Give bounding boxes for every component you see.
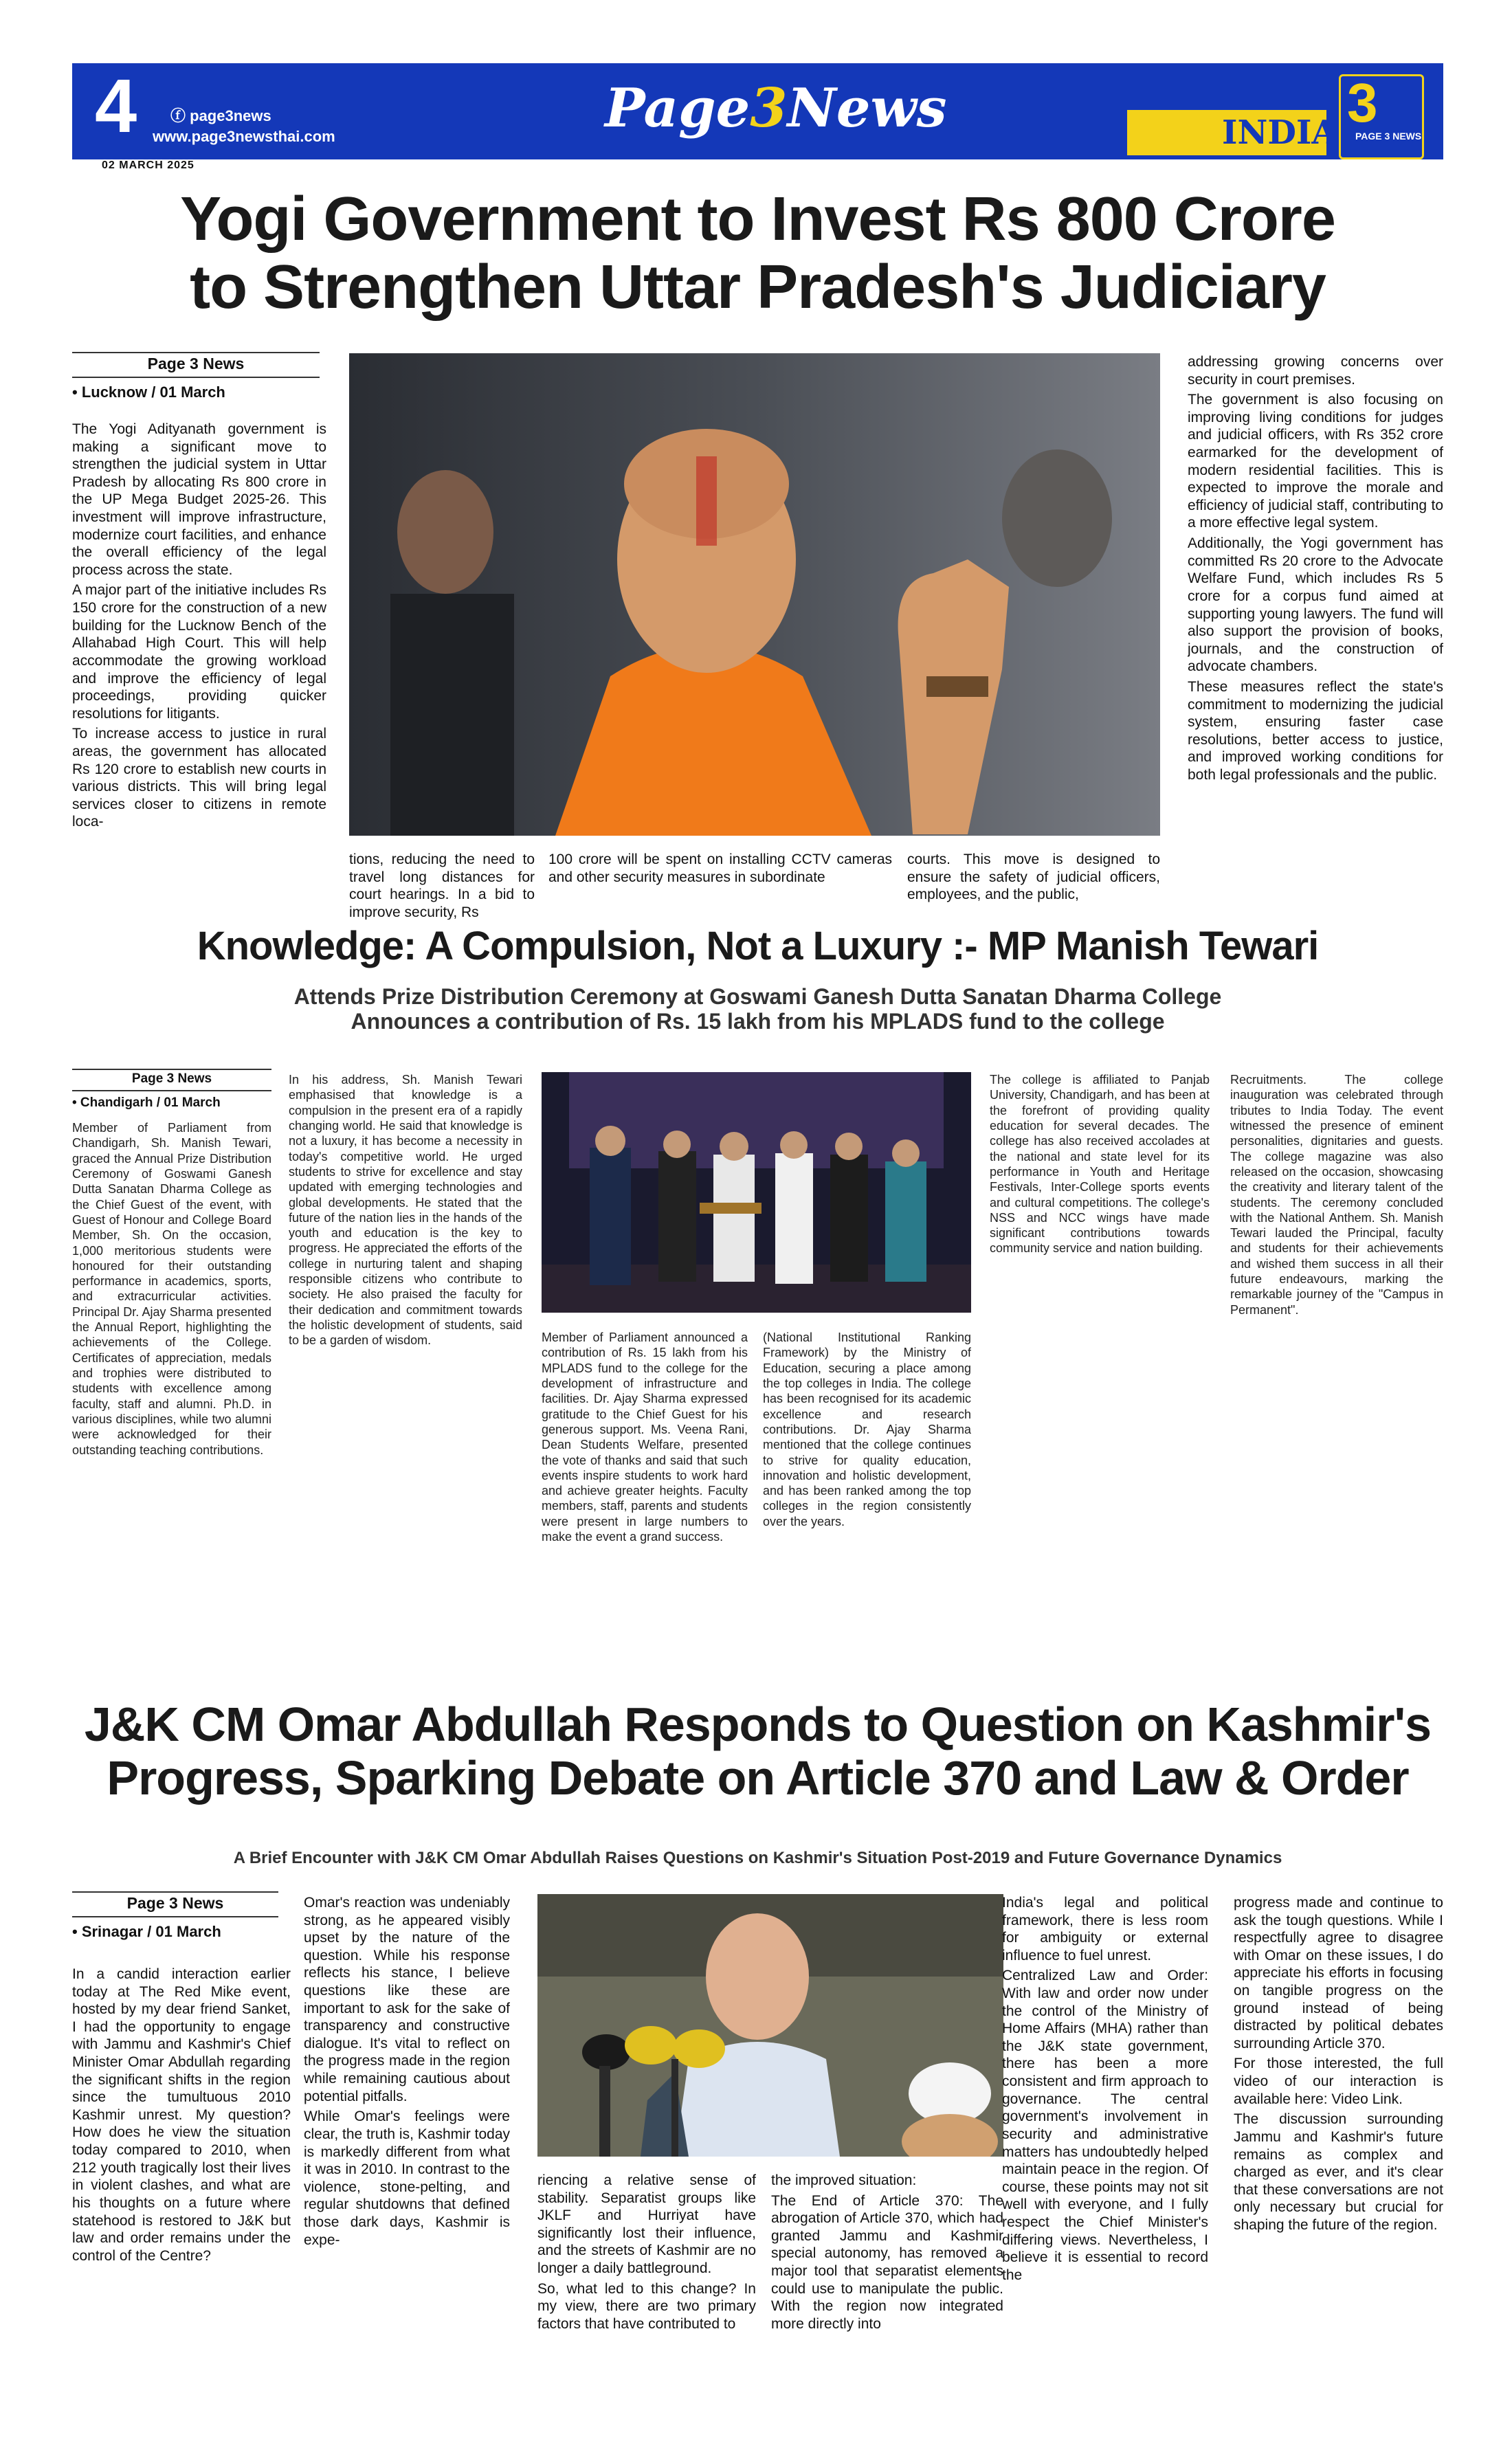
logo-number: 3 (1347, 72, 1378, 133)
issue-date: 02 MARCH 2025 (102, 159, 194, 171)
byline-rule (72, 377, 320, 378)
article2-subheadline-2: Announces a contribution of Rs. 15 lakh from his MPLADS fund to the college (351, 1009, 1165, 1034)
article1-source: Page 3 News (147, 355, 245, 372)
page-number: 4 (95, 64, 137, 148)
article1-column-1: The Yogi Adityanath government is making a significant move to strengthen the judicial system in Uttar Pradesh by allocating Rs 800 crore in the UP Mega Budget 2025-26. This investment will improve infrastructure, modernize court facilities, and enhance the overall efficiency of the legal process across the state. A major part of the initiative includes Rs 150 crore for the construction of a new building for the Lucknow Bench of the Allahabad High Court. This will help accommodate the growing workload and improve the efficiency of legal proceedings, providing quicker resolutions for litigants. To increase access to justice in rural areas, the government has allocated Rs 120 crore to establish new courts in various districts. This will bring legal services closer to citizens in remote loca- (72, 421, 326, 830)
article2-column-2: In his address, Sh. Manish Tewari emphasised that knowledge is a compulsion in the present era of a rapidly changing world. He said that knowledge is not a luxury, it has become a necessity in today's competitive world. He urged students to strive for excellence and stay updated with emerging technologies and global developments. He stated that the future of the nation lies in the hands of the youth and education is the key to progress. He appreciated the efforts of the college in nurturing talent and shaping responsible citizens who contribute to society. He also praised the faculty for their dedication and commitment towards the holistic development of students, said to be a garden of wisdom. (289, 1073, 522, 1348)
prize-ceremony-photo (542, 1072, 971, 1313)
article2-column-1: Member of Parliament from Chandigarh, Sh. Manish Tewari, graced the Annual Prize Distribution Ceremony of Goswami Ganesh Dutta Sanatan Dharma College as the Chief Guest of the event, with Guest of Honour and College Board Member, Sh. On the occasion, 1,000 meritorious students were honoured for their outstanding performance in academics, sports, and extracurricular activities. Principal Dr. Ajay Sharma presented the Annual Report, highlighting the achievements of the College. Certificates of appreciation, medals and trophies were distributed to students with excellence among faculty, staff and alumni. Ph.D. in various disciplines, while two alumni were acknowledged for their outstanding teaching contributions. (72, 1121, 271, 1457)
social-handle: ⓕ page3news (170, 107, 271, 124)
article3-source: Page 3 News (126, 1894, 224, 1912)
social-icon: ⓕ (170, 107, 190, 124)
article1-dateline: • Lucknow / 01 March (72, 383, 225, 401)
article3-column-2: Omar's reaction was undeniably strong, as he appeared visibly upset by the nature of the question. While his response reflects his stance, I believe questions like these are important to ask for the sake of transparency and constructive dialogue. It's vital to reflect on the progress made in the region while remaining cautious about potential pitfalls. While Omar's feelings were clear, the truth is, Kashmir today is markedly different from what it was in 2010. In contrast to the violence, stone-pelting, and regular shutdowns that defined those dark days, Kashmir is expe- (304, 1895, 510, 2248)
article3-column-1: In a candid interaction earlier today at The Red Mike event, hosted by my dear friend Sanket, I had the opportunity to engage with Jammu and Kashmir's Chief Minister Omar Abdullah regarding the significant shifts in the region since the tumultuous 2010 Kashmir unrest. My question? How does he view the situation today compared to 2010, when 212 youth tragically lost their lives in violent clashes, and what are his thoughts on a future where statehood is restored to J&K but law and order remains under the control of the Centre? (72, 1966, 291, 2264)
article1-headline: Yogi Government to Invest Rs 800 Crore to Strengthen Uttar Pradesh's Judiciary (180, 185, 1335, 322)
byline-rule (72, 1090, 271, 1091)
article2-column-6: Recruitments. The college inauguration was celebrated through tributes to India Today. The event witnessed the presence of eminent personalities, dignitaries and guests. The college magazine was also released on the occasion, showcasing the creativity and literary talent of the students. The ceremony concluded with the National Anthem. Sh. Manish Tewari lauded the Principal, faculty and students for their achievements and wished them success in all their future endeavours, marking the remarkable journey of the "Campus in Permanent". (1230, 1073, 1443, 1317)
article3-subheadline: A Brief Encounter with J&K CM Omar Abdullah Raises Questions on Kashmir's Situation Post-2019 and Future Governance Dynamics (233, 1849, 1282, 1867)
logo-caption: PAGE 3 NEWS (1355, 131, 1422, 142)
article2-headline: Knowledge: A Compulsion, Not a Luxury :- MP Manish Tewari (197, 924, 1319, 968)
article3-column-3: riencing a relative sense of stability. Separatist groups like JKLF and Hurriyat have significantly lost their influence, and the streets of Kashmir are no longer a daily battleground. So, what led to this change? In my view, there are two primary factors that have contributed to (537, 2172, 756, 2332)
article1-column-3: 100 crore will be spent on installing CCTV cameras and other security measures in subordinate (548, 852, 892, 885)
article2-dateline: • Chandigarh / 01 March (72, 1095, 221, 1110)
yogi-photo (349, 353, 1160, 836)
article1-column-4: courts. This move is designed to ensure the safety of judicial officers, employees, and the public, (907, 852, 1160, 903)
brand-title: Page3News (605, 77, 947, 140)
article3-column-5: India's legal and political framework, there is less room for ambiguity or external influence to fuel unrest. Centralized Law and Order: With law and order now under the control of the Ministry of Home Affairs (MHA) rather than the J&K state government, there has been a more consistent and firm approach to governance. The central government's involvement in security and administrative matters has undoubtedly helped maintain peace in the region. Of course, these points may not sit well with everyone, and I fully respect the Chief Minister's differing views. Nevertheless, I believe it is essential to record the (1002, 1895, 1208, 2283)
byline-rule (72, 1916, 278, 1917)
byline-rule (72, 352, 320, 353)
byline-rule (72, 1069, 271, 1070)
article3-dateline: • Srinagar / 01 March (72, 1923, 221, 1940)
article1-column-2: tions, reducing the need to travel long distances for court hearings. In a bid to improve security, Rs (349, 852, 535, 920)
article2-column-5: The college is affiliated to Panjab University, Chandigarh, and has been at the forefront of providing quality education for several decades. The college has also received accolades at the national and state level for its performance in Youth and Heritage Festivals, Inter-College sports events and cultural competitions. The college's NSS and NCC wings have made significant contributions towards community service and nation building. (990, 1073, 1210, 1256)
article1-column-5: addressing growing concerns over security in court premises. The government is also focusing on improving living conditions for judges and judicial officers, with Rs 352 crore earmarked for the development of modern residential facilities. This is expected to improve the morale and efficiency of judicial staff, contributing to a more effective legal system. Additionally, the Yogi government has committed Rs 20 crore to the Advocate Welfare Fund, which includes Rs 5 crore for a corpus fund aimed at supporting young lawyers. The fund will also support the provision of books, journals, and the construction of advocate chambers. These measures reflect the state's commitment to modernizing the judicial system, ensuring faster case resolutions, better access to justice, and improved working conditions for both legal professionals and the public. (1188, 354, 1443, 783)
article3-column-6: progress made and continue to ask the tough questions. While I respectfully agree to disagree with Omar on these issues, I do appreciate his efforts in focusing on tangible progress on the ground instead of being distracted by political debates surrounding Article 370. For those interested, the full video of our interaction is available here: Video Link. The discussion surrounding Jammu and Kashmir's future remains as complex and charged as ever, and it's clear that these conversations are not only necessary but crucial for shaping the future of the region. (1234, 1895, 1443, 2233)
byline-rule (72, 1891, 278, 1893)
article2-column-3: Member of Parliament announced a contribution of Rs. 15 lakh from his MPLADS fund to the college for the development of infrastructure and facilities. Dr. Ajay Sharma expressed gratitude to the Chief Guest for his generous support. Ms. Veena Rani, Dean Students Welfare, presented the vote of thanks and said that such events inspire students to work hard and achieve greater heights. Faculty members, staff, parents and students were present in large numbers to make the event a grand success. (542, 1331, 748, 1544)
omar-abdullah-photo (537, 1894, 1003, 2157)
article3-column-4: the improved situation: The End of Article 370: The abrogation of Article 370, which had granted Jammu and Kashmir special autonomy, has removed a major tool that separatist elements could use to manipulate the public. With the region now integrated more directly into (771, 2172, 1003, 2332)
section-label: INDIA (1222, 113, 1337, 152)
article2-source: Page 3 News (131, 1071, 212, 1086)
article2-column-4: (National Institutional Ranking Framework) by the Ministry of Education, securing a place among the top colleges in India. The college has been recognised for its academic excellence and research contributions. Dr. Ajay Sharma mentioned that the college continues to strive for quality education, innovation and holistic development, and has been ranked among the top colleges in the region consistently over the years. (763, 1331, 971, 1528)
article3-headline: J&K CM Omar Abdullah Responds to Question on Kashmir's Progress, Sparking Debate on Article 370 and Law & Order (84, 1698, 1432, 1805)
article2-subheadline-1: Attends Prize Distribution Ceremony at Goswami Ganesh Dutta Sanatan Dharma College (293, 984, 1222, 1009)
website-link[interactable]: www.page3newsthai.com (153, 128, 335, 145)
